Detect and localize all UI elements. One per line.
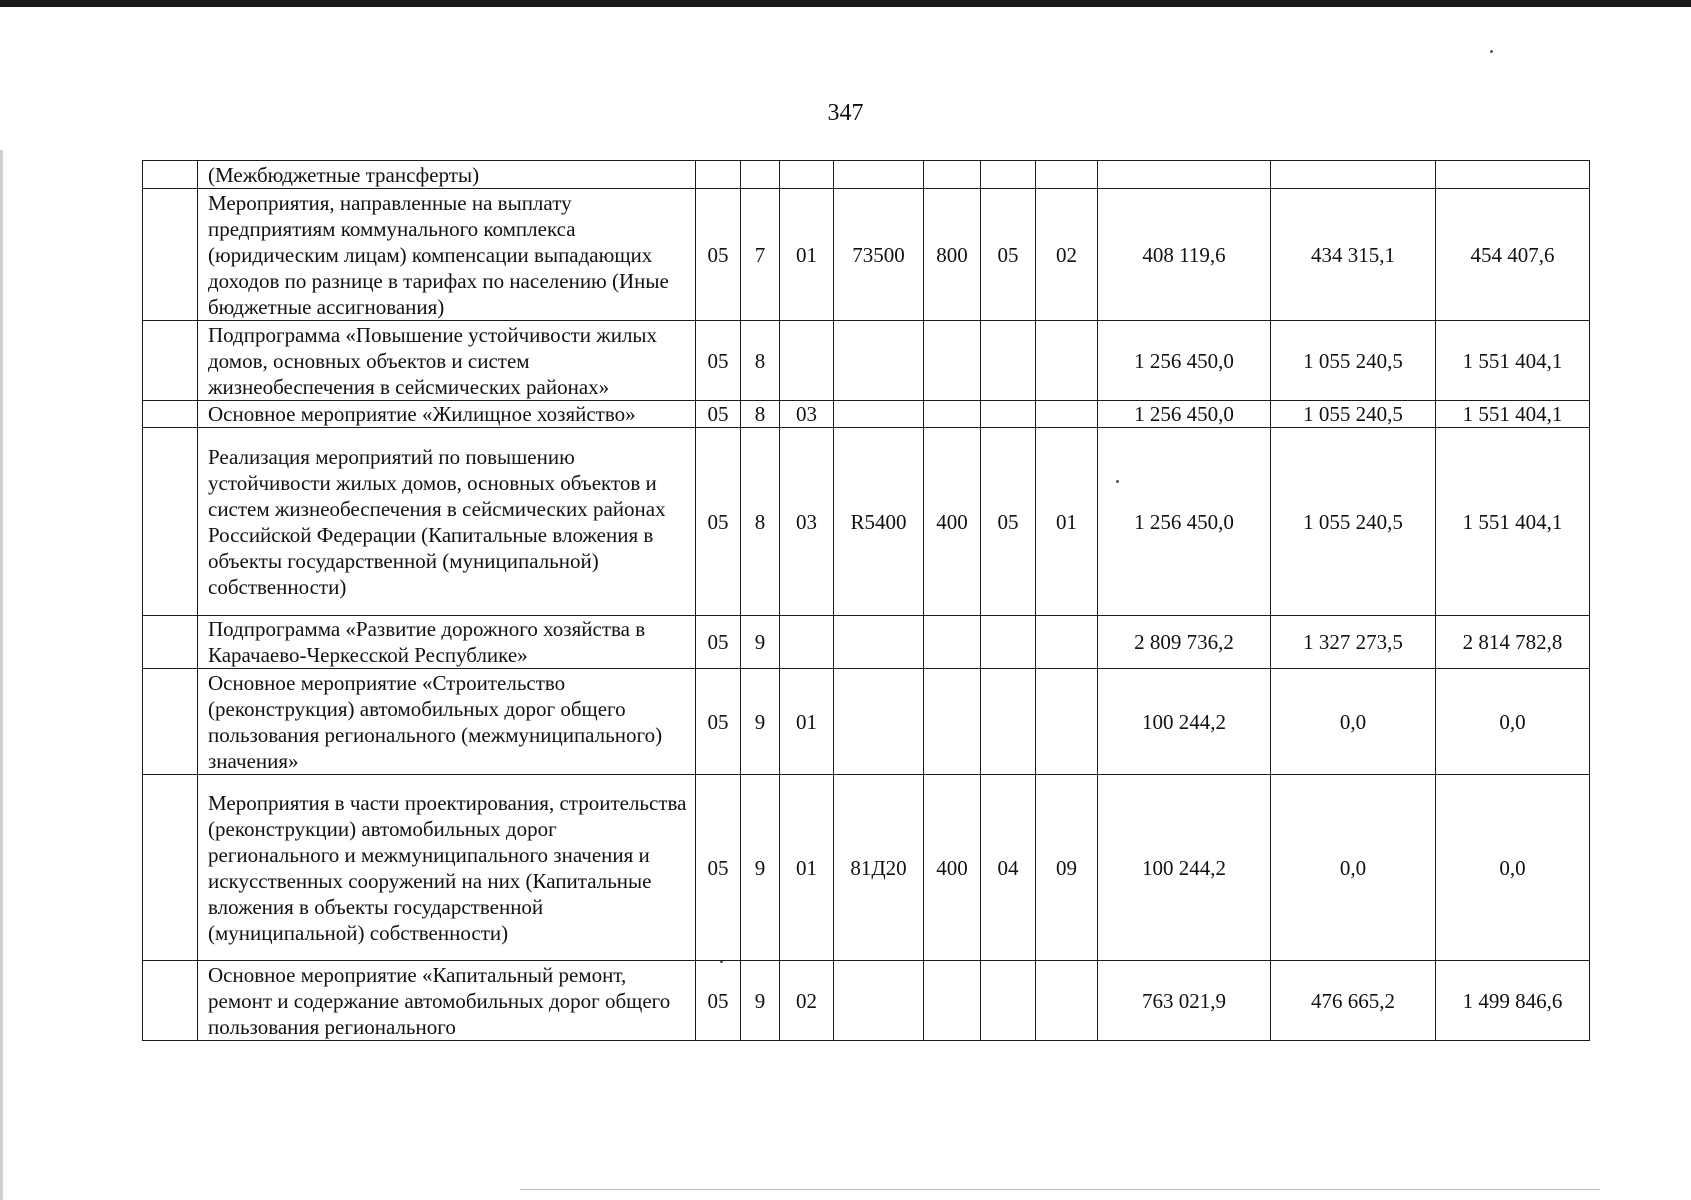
scan-speck (1490, 50, 1493, 53)
code-pr-cell (1036, 616, 1098, 669)
code-pr-cell (1036, 161, 1098, 189)
code-gp-cell: 05 (696, 321, 741, 401)
item-name-cell: Мероприятия в части проектирования, строительства (реконструкции) автомобильных дорог регионального и межмуниципального значения и искусственных сооружений на них (Капитальные вложения в объекты государственной (муниципальной) собственности) (198, 775, 696, 961)
code-om-cell (780, 321, 834, 401)
code-pr-cell: 02 (1036, 189, 1098, 321)
amount-year3-cell: 1 551 404,1 (1436, 401, 1590, 428)
code-om-cell: 02 (780, 961, 834, 1041)
code-om-cell: 03 (780, 401, 834, 428)
amount-year2-cell: 0,0 (1271, 775, 1436, 961)
budget-table (142, 160, 1590, 1041)
amount-year2-cell: 0,0 (1271, 669, 1436, 775)
code-rz-cell (981, 321, 1036, 401)
amount-year3-cell (1436, 161, 1590, 189)
bottom-scan-line (520, 1189, 1600, 1190)
code-pr-cell (1036, 401, 1098, 428)
table-row (143, 428, 1590, 616)
amount-year1-cell: 100 244,2 (1098, 775, 1271, 961)
code-gp-cell (696, 161, 741, 189)
amount-year2-cell: 1 327 273,5 (1271, 616, 1436, 669)
code-direction-cell (834, 669, 924, 775)
code-pp-cell: 9 (741, 961, 780, 1041)
code-gp-cell: 05 (696, 616, 741, 669)
page-number: 347 (827, 100, 864, 126)
code-vr-cell (924, 616, 981, 669)
amount-year3-cell: 0,0 (1436, 669, 1590, 775)
code-gp-cell: 05 (696, 961, 741, 1041)
code-direction-cell (834, 616, 924, 669)
table-row (143, 189, 1590, 321)
code-vr-cell (924, 669, 981, 775)
code-direction-cell (834, 961, 924, 1041)
code-om-cell: 01 (780, 189, 834, 321)
code-om-cell (780, 161, 834, 189)
code-om-cell: 03 (780, 428, 834, 616)
code-pp-cell (741, 161, 780, 189)
item-name-cell: Реализация мероприятий по повышению устойчивости жилых домов, основных объектов и систем жизнеобеспечения в сейсмических районах Российской Федерации (Капитальные вложения в объекты государственной (муниципальной) собственности) (198, 428, 696, 616)
amount-year3-cell: 0,0 (1436, 775, 1590, 961)
code-pp-cell: 9 (741, 616, 780, 669)
code-rz-cell: 05 (981, 189, 1036, 321)
code-rz-cell (981, 161, 1036, 189)
row-number-cell (143, 189, 198, 321)
amount-year2-cell: 476 665,2 (1271, 961, 1436, 1041)
code-rz-cell: 04 (981, 775, 1036, 961)
row-number-cell (143, 616, 198, 669)
row-number-cell (143, 401, 198, 428)
code-direction-cell: 81Д20 (834, 775, 924, 961)
amount-year1-cell: 2 809 736,2 (1098, 616, 1271, 669)
code-om-cell (780, 616, 834, 669)
code-vr-cell: 800 (924, 189, 981, 321)
row-number-cell (143, 961, 198, 1041)
code-gp-cell: 05 (696, 775, 741, 961)
code-pp-cell: 9 (741, 775, 780, 961)
amount-year3-cell: 2 814 782,8 (1436, 616, 1590, 669)
amount-year3-cell: 454 407,6 (1436, 189, 1590, 321)
code-pr-cell (1036, 321, 1098, 401)
top-border-line (0, 0, 1691, 7)
amount-year1-cell: 1 256 450,0 (1098, 321, 1271, 401)
item-name-cell: Мероприятия, направленные на выплату предприятиям коммунального комплекса (юридическим лицам) компенсации выпадающих доходов по разнице в тарифах по населению (Иные бюджетные ассигнования) (198, 189, 696, 321)
scan-left-edge (0, 150, 3, 1200)
code-vr-cell (924, 401, 981, 428)
amount-year1-cell: 408 119,6 (1098, 189, 1271, 321)
code-pp-cell: 9 (741, 669, 780, 775)
code-pp-cell: 8 (741, 401, 780, 428)
table-row (143, 669, 1590, 775)
amount-year1-cell: 1 256 450,0 (1098, 401, 1271, 428)
table-row (143, 401, 1590, 428)
item-name-cell: Основное мероприятие «Строительство (реконструкция) автомобильных дорог общего пользования регионального (межмуниципального) значения» (198, 669, 696, 775)
code-gp-cell: 05 (696, 428, 741, 616)
code-pp-cell: 7 (741, 189, 780, 321)
item-name-cell: Подпрограмма «Повышение устойчивости жилых домов, основных объектов и систем жизнеобеспечения в сейсмических районах» (198, 321, 696, 401)
code-rz-cell (981, 961, 1036, 1041)
amount-year3-cell: 1 551 404,1 (1436, 321, 1590, 401)
table-row (143, 616, 1590, 669)
code-vr-cell: 400 (924, 775, 981, 961)
code-pp-cell: 8 (741, 321, 780, 401)
code-pr-cell (1036, 961, 1098, 1041)
code-om-cell: 01 (780, 669, 834, 775)
amount-year1-cell: 100 244,2 (1098, 669, 1271, 775)
code-gp-cell: 05 (696, 669, 741, 775)
code-pp-cell: 8 (741, 428, 780, 616)
code-direction-cell (834, 401, 924, 428)
amount-year3-cell: 1 499 846,6 (1436, 961, 1590, 1041)
amount-year2-cell: 1 055 240,5 (1271, 401, 1436, 428)
amount-year1-cell: 763 021,9 (1098, 961, 1271, 1041)
code-rz-cell: 05 (981, 428, 1036, 616)
code-rz-cell (981, 616, 1036, 669)
code-direction-cell: 73500 (834, 189, 924, 321)
code-direction-cell: R5400 (834, 428, 924, 616)
code-rz-cell (981, 401, 1036, 428)
table-row (143, 321, 1590, 401)
code-gp-cell: 05 (696, 189, 741, 321)
amount-year2-cell: 1 055 240,5 (1271, 321, 1436, 401)
code-pr-cell: 09 (1036, 775, 1098, 961)
table-body (143, 161, 1590, 1041)
amount-year2-cell: 1 055 240,5 (1271, 428, 1436, 616)
code-vr-cell (924, 321, 981, 401)
row-number-cell (143, 321, 198, 401)
row-number-cell (143, 669, 198, 775)
code-pr-cell (1036, 669, 1098, 775)
amount-year1-cell: 1 256 450,0 (1098, 428, 1271, 616)
amount-year1-cell (1098, 161, 1271, 189)
code-vr-cell (924, 961, 981, 1041)
code-rz-cell (981, 669, 1036, 775)
code-vr-cell (924, 161, 981, 189)
code-direction-cell (834, 161, 924, 189)
table-row (143, 961, 1590, 1041)
amount-year2-cell: 434 315,1 (1271, 189, 1436, 321)
amount-year3-cell: 1 551 404,1 (1436, 428, 1590, 616)
row-number-cell (143, 428, 198, 616)
code-vr-cell: 400 (924, 428, 981, 616)
code-om-cell: 01 (780, 775, 834, 961)
code-gp-cell: 05 (696, 401, 741, 428)
code-direction-cell (834, 321, 924, 401)
amount-year2-cell (1271, 161, 1436, 189)
table-row (143, 161, 1590, 189)
item-name-cell: Основное мероприятие «Капитальный ремонт, ремонт и содержание автомобильных дорог общего пользования регионального (198, 961, 696, 1041)
item-name-cell: (Межбюджетные трансферты) (198, 161, 696, 189)
item-name-cell: Основное мероприятие «Жилищное хозяйство» (198, 401, 696, 428)
item-name-cell: Подпрограмма «Развитие дорожного хозяйства в Карачаево-Черкесской Республике» (198, 616, 696, 669)
row-number-cell (143, 775, 198, 961)
code-pr-cell: 01 (1036, 428, 1098, 616)
table-row (143, 775, 1590, 961)
row-number-cell (143, 161, 198, 189)
